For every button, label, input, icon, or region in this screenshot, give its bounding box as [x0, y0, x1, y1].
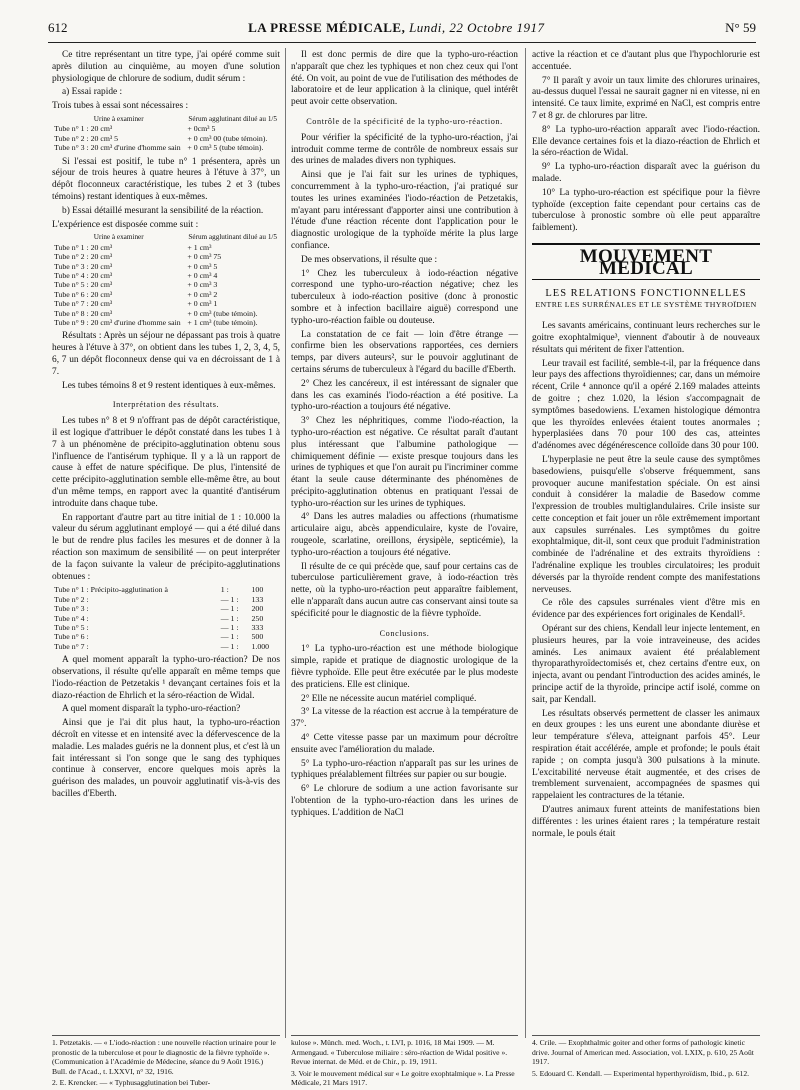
column-2 [291, 50, 518, 1035]
table-row [52, 271, 280, 280]
table-cell: 500 [251, 632, 264, 642]
paragraph: D'autres animaux furent atteints de manifestations bien différentes : les urines étaient rares ; la température restait normale, le pouls était [532, 805, 760, 839]
paragraph: 1° La typho-uro-réaction est une méthode biologique simple, rapide et pratique de diagnostic urologique de la fièvre typhoïde. Elle peut être exécutée par le plus modeste des praticiens. Elle est clinique. [291, 644, 518, 690]
table-row [52, 134, 280, 143]
table-cell: Tube n° 1 : 20 cm³ [54, 124, 113, 134]
column-3 [532, 50, 760, 1035]
paragraph: Leur travail est facilité, semble-t-il, par la fréquence dans leur pays des affections thyroïdiennes; car, dans un mémoire récent, Crile ⁴ annonce qu'il a opéré 2.169 malades atteints de goitre ; chez 1.020, la lésion s'accompagnait de symptômes basedowiens. L'examen histologique démontra que les thyroïdes enlevées étaient toutes anormales ; hyperplasiées dans 70 pour 100 des cas, atteintes d'adénomes avec dégénérescence colloïde dans 30 pour 100. [532, 358, 760, 452]
table-cell: Tube n° 7 : [54, 641, 89, 651]
issue-date: Lundi, 22 Octobre 1917 [409, 20, 545, 35]
table-cell: + 0 cm³ 00 (tube témoin). [187, 133, 268, 143]
footnote: 5. Edouard C. Kendall. — Experimental hyperthyroïdism, Ibid., p. 612. [532, 1068, 750, 1078]
table-cell: — 1 : [220, 604, 239, 614]
paragraph: 2° Elle ne nécessite aucun matériel compliqué. [301, 693, 477, 704]
paragraph: A quel moment disparaît la typho-uro-réaction? [62, 704, 241, 715]
paragraph: Il résulte de ce qui précède que, sauf pour certains cas de tuberculose particulièrement grave, à iodo-réaction très nette, où la typho-uro-réaction peut apparaître faiblement, elle n'apparaît dans aucun autre cas conservant ainsi toute sa spécificité pour le diagnostic de la fièvre typhoïde. [291, 561, 518, 619]
table-header-urine: Urine à examiner [93, 114, 144, 123]
essay-a-subtitle: Trois tubes à essai sont nécessaires : [52, 101, 189, 112]
paragraph: 4° Cette vitesse passe par un maximum pour décroître ensuite avec l'amélioration du malade. [291, 733, 518, 755]
journal-name: LA PRESSE MÉDICALE, [248, 20, 406, 35]
table-cell: 133 [251, 594, 264, 604]
paragraph: La constatation de ce fait — loin d'être étrange — confirme bien les observations rapportées, ces derniers temps, par divers auteurs², sur le pouvoir agglutinant de certains sérums de tuberculeux à l'égard du bacille d'Eberth. [291, 329, 518, 375]
table-cell: 333 [251, 623, 264, 633]
table-header-urine: Urine à examiner [93, 233, 144, 242]
table-cell: + 0cm³ 5 [187, 124, 216, 134]
paragraph: Les résultats observés permettent de classer les animaux en deux groupes : les uns eurent une abondante diurèse et leur température s'éleva, atteignant parfois 45°. Leur respiration était accélérée, ample et profonde; le pouls était rapide ; on compta jusqu'à 300 pulsations à la minute. L'excitabilité nerveuse était augmentée, et des crises de tremblement survenaient, accompagnées de spasmes qui rappelaient les contractures de la tétanie. [532, 708, 760, 802]
table-cell: + 0 cm³ 5 [187, 261, 218, 271]
table-row [52, 280, 280, 289]
column-1 [52, 50, 280, 1035]
table-row [52, 604, 280, 613]
section-title-conclusions: Conclusions. [379, 628, 430, 638]
footnote: 4. Crile. — Exophthalmic goiter and other forms of pathologic kinetic drive. Journal of American med. Association, vol. LXIX, p. 610, 25 Août 1917. [532, 1038, 754, 1067]
section-banner: MOUVEMENT MÉDICAL [532, 243, 760, 280]
paragraph: Il est donc permis de dire que la typho-uro-réaction n'apparaît que chez les typhiques et non chez ceux qui l'ont été. On voit, au point de vue de l'utilisation des méthodes de laboratoire et de leur application à la clinique, quel intérêt peut avoir cette observation. [291, 50, 518, 108]
essay-b-subtitle: L'expérience est disposée comme suit : [52, 219, 199, 230]
paragraph: Ce titre représentant un titre type, j'ai opéré comme suit après dilution au cinquième, au moyen d'une solution physiologique de chlorure de sodium, dudit sérum : [52, 50, 280, 84]
table-cell: 1.000 [251, 641, 270, 651]
article-subtitle: ENTRE LES SURRÉNALES ET LE SYSTÈME THYROÏDIEN [535, 300, 757, 310]
table-cell: Tube n° 2 : 20 cm³ [54, 252, 113, 262]
table-header-serum: Sérum agglutinant dilué au 1/5 [188, 114, 278, 123]
table-row [52, 623, 280, 632]
table-row [52, 595, 280, 604]
table-cell: + 1 cm³ [187, 242, 212, 252]
footnotes-column-2 [291, 1038, 518, 1090]
table-cell: — 1 : [220, 623, 239, 633]
table-cell: — 1 : [220, 632, 239, 642]
table-cell: Tube n° 4 : [54, 613, 89, 623]
table-cell: Tube n° 5 : [54, 623, 89, 633]
paragraph: Ainsi que je l'ai dit plus haut, la typho-uro-réaction décroît en vitesse et en intensité avec la défervescence de la maladie. Les malades guéris ne la donnent plus, et c'est là un fait intéressant si l'on songe que le sang des typhiques continue à conserver, encore quelques mois après la guérison des malades, un pouvoir agglutinatif vis-à-vis des bacilles d'Eberth. [52, 718, 280, 799]
paragraph: Les tubes témoins 8 et 9 restent identiques à eux-mêmes. [62, 380, 276, 391]
paragraph: 2° Chez les cancéreux, il est intéressant de signaler que dans les cas examinés l'iodo-réaction a été positive. La typho-uro-réaction a toujours été négative. [291, 378, 518, 413]
paragraph: Si l'essai est positif, le tube n° 1 présentera, après un séjour de trois heures à quatre heures à l'étuve à 37°, un dépôt floconneux caractéristique, les tubes 2 et 3 (tubes témoins) restant identiques à eux-mêmes. [52, 156, 280, 202]
paragraph: 3° Chez les néphritiques, comme l'iodo-réaction, la typho-uro-réaction est négative. Ce résultat paraît d'autant plus intéressant que l'albumine pathologique — chimiquement définie — existe presque toujours dans les urines de typhiques et que l'on aurait pu l'incriminer comme étant la seule cause déterminante des phénomènes de précipito-agglutination obtenus en pratiquant l'essai de typho-uro-réaction sur les urines de typhiques. [291, 416, 518, 509]
paragraph: Pour vérifier la spécificité de la typho-uro-réaction, j'ai introduit comme terme de contrôle de nombreux essais sur des urines de malades divers non typhiques. [291, 132, 518, 167]
footnotes-column-3 [532, 1038, 760, 1080]
table-cell: Tube n° 3 : 20 cm³ d'urine d'homme sain [54, 143, 181, 153]
table-cell: 1 : [220, 585, 229, 595]
paragraph: 6° Le chlorure de sodium a une action favorisante sur l'obtention de la typho-uro-réaction dans les urines de typhiques. L'addition de NaCl [291, 784, 518, 818]
table-row [52, 252, 280, 261]
footnote: 3. Voir le mouvement médical sur « Le goitre exophtalmique ». La Presse Médicale, 21 Mars 1917. [291, 1068, 515, 1088]
table-cell: — 1 : [220, 613, 239, 623]
tube-table-detailed [52, 233, 280, 327]
essay-b-label: b) Essai détaillé mesurant la sensibilité de la réaction. [62, 205, 264, 216]
table-row [52, 614, 280, 623]
section-title: Contrôle de la spécificité de la typho-uro-réaction. [306, 116, 503, 126]
table-cell: Tube n° 6 : 20 cm³ [54, 289, 113, 299]
paragraph: En rapportant d'autre part au titre initial de 1 : 10.000 la valeur du sérum agglutinant employé — qui a été dilué dans le but de rendre plus faciles les mesures et de donner à la réaction son maximum de sensibilité — on peut interpréter de la façon suivante la valeur de précipito-agglutinations obtenues : [52, 512, 280, 582]
table-cell: + 0 cm³ 4 [187, 271, 218, 281]
paragraph: A quel moment apparaît la typho-uro-réaction? De nos observations, il résulte qu'elle apparaît en même temps que l'iodo-réaction de Petzetakis ¹ devançant certaines fois et la diazo-réaction de Ehrlich et la séro-réaction de Widal. [52, 655, 280, 701]
paragraph: 8° La typho-uro-réaction apparaît avec l'iodo-réaction. Elle devance certaines fois et la diazo-réaction de Ehrlich et la séro-réaction de Widal. [532, 124, 760, 159]
table-cell: Tube n° 4 : 20 cm³ [54, 271, 113, 281]
table-cell: Tube n° 6 : [54, 632, 89, 642]
page-number: 612 [48, 20, 68, 35]
issue-number: N° 59 [725, 20, 756, 35]
table-cell: Tube n° 3 : 20 cm³ [54, 261, 113, 271]
paragraph: Résultats : Après un séjour ne dépassant pas trois à quatre heures à l'étuve à 37°, on obtient dans les tubes 1, 2, 3, 4, 5, 6, 7 un dépôt floconneux dense qui va en décroissant de 1 à 7. [52, 331, 280, 377]
table-row [52, 585, 280, 594]
footnote-rule [291, 1035, 518, 1036]
table-cell: Tube n° 9 : 20 cm³ d'urine d'homme sain [54, 318, 181, 328]
table-cell: 200 [251, 604, 264, 614]
essay-a-label: a) Essai rapide : [62, 87, 123, 98]
table-row [52, 143, 280, 152]
paragraph: 3° La vitesse de la réaction est accrue à la température de 37°. [291, 707, 518, 730]
table-row [52, 243, 280, 252]
footnote: 2. E. Krencker. — « Typhusagglutination bei Tuber- [52, 1078, 211, 1088]
table-row [52, 299, 280, 308]
table-cell: + 0 cm³ 1 [187, 299, 218, 309]
table-cell: 100 [251, 585, 264, 595]
table-cell: + 1 cm³ (tube témoin). [187, 318, 258, 328]
column-rule-1 [285, 48, 286, 1038]
paragraph: active la réaction et ce d'autant plus que l'hypochlorurie est accentuée. [532, 50, 760, 72]
paragraph: 7° Il paraît y avoir un taux limite des chlorures urinaires, au-dessus duquel l'essai ne saurait gagner ni en vitesse, ni en intensité. Ce taux limite, exprimé en NaCl, est compris entre 7 et 8 gr. de chlorures par litre. [532, 75, 760, 121]
paragraph: Opérant sur des chiens, Kendall leur injecte lentement, en plusieurs heures, par la voie intraveineuse, des acides aminés. Les animaux avaient été préalablement thyroparathyroïdectomisés et, chez certains d'entre eux, on injecta, avant ou pendant l'introduction des acides aminés, le principe actif de la thyroïde, principe actif isolé, comme on sait, par Kendall. [532, 624, 760, 705]
table-row [52, 642, 280, 651]
footnotes-column-1 [52, 1038, 280, 1090]
paragraph: Ce rôle des capsules surrénales vient d'être mis en évidence par des expériences fort originales de Kendall⁵. [532, 598, 760, 621]
paragraph: Les savants américains, continuant leurs recherches sur le goitre exophtalmique³, viennent d'aboutir à de nouveaux résultats qui méritent de fixer l'attention. [532, 321, 760, 355]
table-cell: Tube n° 2 : 20 cm³ 5 [54, 133, 119, 143]
table-cell: Tube n° 1 : 20 cm³ [54, 242, 113, 252]
paragraph: 1° Chez les tuberculeux à iodo-réaction négative correspond une typho-uro-réaction négative; chez les tuberculeux à iodo-réaction positive (donc à pronostic sombre et à infection bacillaire aiguë) correspond une typho-uro-réaction faible ou douteuse. [291, 268, 518, 326]
table-row [52, 124, 280, 133]
footnote: 1. Petzetakis. — « L'iodo-réaction : une nouvelle réaction urinaire pour le pronostic de la tuberculose et pour le diagnostic de la fièvre typhoïde ». (Communication à l'Académie de Médecine, séance du 9 Août 1916.) Bull. de l'Acad., t. LXXVI, n° 32, 1916. [52, 1038, 276, 1076]
section-title: Interprétation des résultats. [112, 400, 220, 410]
column-rule-2 [525, 48, 526, 1038]
table-cell: + 0 cm³ 75 [187, 252, 222, 262]
paragraph: L'hyperplasie ne peut être la seule cause des symptômes basedowiens, puisqu'elle s'observe fréquemment, sans provoquer aucune manifestation spéciale. On est ainsi conduit à considérer la maladie de Basedow comme l'expression de troubles multiglandulaires. Crile insiste sur cette conception et fait jouer un rôle extrêmement important aux capsules surrénales. Les symptômes du goitre exophtalmique, dit-il, sont ceux que produit l'administration combinée de l'adrénaline et des extraits thyroïdiens : l'adrénaline explique les troubles circulatoires; les produit déversés par la thyroïde rendent compte des manifestations nerveuses. [532, 454, 760, 595]
paragraph: 4° Dans les autres maladies ou affections (rhumatisme articulaire aigu, abcès appendiculaire, kyste de l'ovaire, rougeole, scarlatine, oreillons, érysipèle, septicémie), la typho-uro-réaction a toujours été négative. [291, 512, 518, 558]
table-row [52, 318, 280, 327]
table-row [52, 290, 280, 299]
article-title: LES RELATIONS FONCTIONNELLES [545, 287, 747, 299]
table-row [52, 262, 280, 271]
paragraph: De mes observations, il résulte que : [301, 254, 438, 265]
table-header-serum: Sérum agglutinant dilué au 1/5 [188, 233, 278, 242]
table-cell: Tube n° 3 : [54, 604, 89, 614]
paragraph: 9° La typho-uro-réaction disparaît avec la guérison du malade. [532, 162, 760, 184]
table-cell: + 0 cm³ 2 [187, 289, 218, 299]
page-header [48, 20, 756, 43]
agglutination-table [52, 585, 280, 651]
paragraph: Les tubes n° 8 et 9 n'offrant pas de dépôt caractéristique, il est logique d'attribuer le dépôt constaté dans les tubes 1 à 7 à un phénomène de précipito-agglutination obtenu sous l'influence de l'antisérum typhique. Il y a là un rapport de cause à effet de nature spécifique. De plus, l'intensité de cette précipito-agglutination semble elle-même être, au bout d'un même temps, en rapport avec la quantité d'antisérum introduite dans chaque tube. [52, 416, 280, 509]
table-cell: — 1 : [220, 594, 239, 604]
table-cell: 250 [251, 613, 264, 623]
paragraph: Ainsi que je l'ai fait sur les urines de typhiques, concurremment à la typho-uro-réaction, j'ai pratiqué sur toutes les urines examinées l'iodo-réaction de Petzetakis, m'ayant paru intéressant d'apporter ainsi une contribution à l'étude d'une réaction récente dont l'application pour le diagnostic urologique de la typhoïde mérite la plus large confiance. [291, 170, 518, 251]
table-row [52, 632, 280, 641]
tube-table-rapid [52, 115, 280, 153]
table-cell: + 0 cm³ 5 (tube témoin). [187, 143, 264, 153]
table-cell: — 1 : [220, 641, 239, 651]
table-cell: Tube n° 1 : Précipito-agglutination à [54, 585, 168, 595]
table-cell: Tube n° 8 : 20 cm³ [54, 308, 113, 318]
table-cell: + 0 cm³ (tube témoin). [187, 308, 258, 318]
table-cell: Tube n° 2 : [54, 594, 89, 604]
journal-title [248, 20, 544, 36]
table-cell: + 0 cm³ 3 [187, 280, 218, 290]
paragraph: 10° La typho-uro-réaction est spécifique pour la fièvre typhoïde (exception faite cependant pour certains cas de tuberculose à pronostic sombre où elle peut apparaître faiblement). [532, 187, 760, 234]
footnote-rule [532, 1035, 760, 1036]
table-row [52, 309, 280, 318]
footnote: kulose ». Münch. med. Woch., t. LVI, p. 1016, 18 Mai 1909. — M. Armengaud. « Tuberculose miliaire : séro-réaction de Widal positive ». Revue internat. de Méd. et de Chir., p. 19, 1911. [291, 1038, 508, 1067]
table-cell: Tube n° 5 : 20 cm³ [54, 280, 113, 290]
footnote-rule [52, 1035, 280, 1036]
paragraph: 5° La typho-uro-réaction n'apparaît pas sur les urines de typhiques préalablement filtrées sur papier ou sur bougie. [291, 758, 518, 781]
table-cell: Tube n° 7 : 20 cm³ [54, 299, 113, 309]
